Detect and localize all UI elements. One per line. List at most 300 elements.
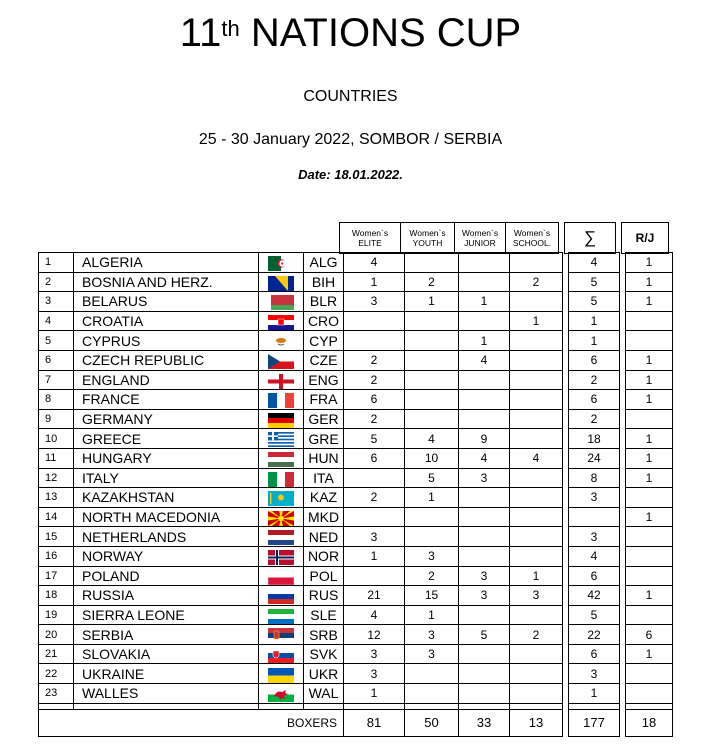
youth-count <box>405 253 459 273</box>
row-number: 10 <box>39 429 74 449</box>
elite-count: 5 <box>344 429 405 449</box>
school-count <box>510 409 563 429</box>
totals-row <box>39 709 673 736</box>
header-youth <box>401 223 455 254</box>
row-number: 16 <box>39 546 74 566</box>
country-name: BELARUS <box>74 292 259 312</box>
table-row <box>39 331 673 351</box>
total-elite: 81 <box>344 709 405 736</box>
rj-count: 1 <box>626 390 673 410</box>
sum-count: 3 <box>569 527 620 547</box>
sum-count: 6 <box>569 566 620 586</box>
country-code: SLE <box>304 605 344 625</box>
school-count: 2 <box>510 625 563 645</box>
flag-cell <box>259 448 304 468</box>
row-number: 23 <box>39 684 74 704</box>
flag-cell <box>259 350 304 370</box>
school-count <box>510 331 563 351</box>
youth-count: 2 <box>405 566 459 586</box>
table-row <box>39 448 673 468</box>
elite-count <box>344 507 405 527</box>
elite-count <box>344 331 405 351</box>
junior-count <box>459 684 510 704</box>
country-name: GERMANY <box>74 409 259 429</box>
flag-cell <box>259 390 304 410</box>
junior-count <box>459 311 510 331</box>
row-number: 8 <box>39 390 74 410</box>
sum-count: 42 <box>569 586 620 606</box>
flag-cell <box>259 429 304 449</box>
rj-count: 1 <box>626 507 673 527</box>
elite-count: 2 <box>344 350 405 370</box>
junior-count <box>459 546 510 566</box>
table-row <box>39 684 673 704</box>
school-count <box>510 350 563 370</box>
elite-count: 6 <box>344 448 405 468</box>
school-count <box>510 370 563 390</box>
row-number: 20 <box>39 625 74 645</box>
elite-count: 3 <box>344 292 405 312</box>
elite-count: 2 <box>344 370 405 390</box>
flag-cell <box>259 684 304 704</box>
youth-count: 3 <box>405 644 459 664</box>
country-code: ALG <box>304 253 344 273</box>
table-row <box>39 272 673 292</box>
sum-count: 6 <box>569 644 620 664</box>
school-count <box>510 546 563 566</box>
row-number: 6 <box>39 350 74 370</box>
rj-count <box>626 331 673 351</box>
header-sum: ∑ <box>565 223 616 254</box>
table-row <box>39 370 673 390</box>
country-name: KAZAKHSTAN <box>74 488 259 508</box>
junior-count: 1 <box>459 331 510 351</box>
rj-count <box>626 409 673 429</box>
elite-count: 3 <box>344 664 405 684</box>
country-code: GRE <box>304 429 344 449</box>
country-code: KAZ <box>304 488 344 508</box>
table-row <box>39 625 673 645</box>
country-name: UKRAINE <box>74 664 259 684</box>
croatia-flag-icon <box>268 315 294 330</box>
cyprus-flag-icon <box>268 334 294 349</box>
sum-count: 3 <box>569 488 620 508</box>
country-name: NETHERLANDS <box>74 527 259 547</box>
junior-count <box>459 488 510 508</box>
row-number: 15 <box>39 527 74 547</box>
elite-count: 21 <box>344 586 405 606</box>
youth-count: 1 <box>405 605 459 625</box>
country-code: FRA <box>304 390 344 410</box>
country-code: SRB <box>304 625 344 645</box>
junior-count <box>459 409 510 429</box>
sum-count <box>569 507 620 527</box>
sum-count: 6 <box>569 350 620 370</box>
rj-count: 1 <box>626 448 673 468</box>
youth-count: 1 <box>405 488 459 508</box>
country-name: BOSNIA AND HERZ. <box>74 272 259 292</box>
row-number: 22 <box>39 664 74 684</box>
rj-count: 1 <box>626 429 673 449</box>
country-name: ITALY <box>74 468 259 488</box>
row-number: 12 <box>39 468 74 488</box>
table-row <box>39 292 673 312</box>
school-count <box>510 429 563 449</box>
macedonia-flag-icon <box>268 511 294 526</box>
country-name: NORWAY <box>74 546 259 566</box>
sum-count: 1 <box>569 311 620 331</box>
flag-cell <box>259 331 304 351</box>
table-row <box>39 311 673 331</box>
flag-cell <box>259 370 304 390</box>
flag-cell <box>259 586 304 606</box>
table-row <box>39 350 673 370</box>
country-name: GREECE <box>74 429 259 449</box>
row-number: 11 <box>39 448 74 468</box>
title-suffix: NATIONS CUP <box>250 11 522 55</box>
header-elite-line1: Women`s <box>351 228 389 238</box>
youth-count: 2 <box>405 272 459 292</box>
france-flag-icon <box>268 393 294 408</box>
total-youth: 50 <box>405 709 459 736</box>
header-junior-line1: Women`s <box>461 228 499 238</box>
youth-count <box>405 527 459 547</box>
sum-count: 4 <box>569 253 620 273</box>
country-name: HUNGARY <box>74 448 259 468</box>
rj-count: 1 <box>626 370 673 390</box>
school-count: 3 <box>510 586 563 606</box>
rj-count: 1 <box>626 350 673 370</box>
rj-count: 1 <box>626 586 673 606</box>
youth-count: 1 <box>405 292 459 312</box>
table-row <box>39 409 673 429</box>
youth-count <box>405 331 459 351</box>
youth-count <box>405 350 459 370</box>
elite-count: 4 <box>344 253 405 273</box>
elite-count: 1 <box>344 272 405 292</box>
country-code: NOR <box>304 546 344 566</box>
elite-count: 1 <box>344 684 405 704</box>
school-count <box>510 644 563 664</box>
row-number: 5 <box>39 331 74 351</box>
flag-cell <box>259 253 304 273</box>
row-number: 4 <box>39 311 74 331</box>
country-code: CRO <box>304 311 344 331</box>
table-row <box>39 527 673 547</box>
wales-flag-icon <box>268 687 294 702</box>
junior-count <box>459 253 510 273</box>
youth-count <box>405 390 459 410</box>
rj-count: 1 <box>626 272 673 292</box>
event-info: 25 - 30 January 2022, SOMBOR / SERBIA <box>198 131 503 148</box>
country-name: NORTH MACEDONIA <box>74 507 259 527</box>
youth-count <box>405 370 459 390</box>
table-row <box>39 253 673 273</box>
country-name: CZECH REPUBLIC <box>74 350 259 370</box>
table-row <box>39 605 673 625</box>
italy-flag-icon <box>268 472 294 487</box>
column-header-table <box>339 222 669 254</box>
header-school-line2: SCHOOL. <box>512 238 552 248</box>
rj-count: 1 <box>626 644 673 664</box>
youth-count <box>405 311 459 331</box>
rj-count: 1 <box>626 292 673 312</box>
total-sum: 177 <box>569 709 620 736</box>
table-row <box>39 586 673 606</box>
table-row <box>39 488 673 508</box>
sum-count: 18 <box>569 429 620 449</box>
country-code: ENG <box>304 370 344 390</box>
junior-count <box>459 644 510 664</box>
row-number: 13 <box>39 488 74 508</box>
country-code: UKR <box>304 664 344 684</box>
rj-count: 6 <box>626 625 673 645</box>
sum-count: 22 <box>569 625 620 645</box>
youth-count: 3 <box>405 546 459 566</box>
table-row <box>39 566 673 586</box>
flag-cell <box>259 507 304 527</box>
country-code: CZE <box>304 350 344 370</box>
table-row <box>39 468 673 488</box>
row-number: 18 <box>39 586 74 606</box>
rj-count: 1 <box>626 253 673 273</box>
elite-count: 2 <box>344 488 405 508</box>
belarus-flag-icon <box>268 295 294 310</box>
elite-count: 3 <box>344 527 405 547</box>
total-school: 13 <box>510 709 563 736</box>
sum-count: 5 <box>569 292 620 312</box>
sum-count: 5 <box>569 605 620 625</box>
countries-table <box>38 252 673 737</box>
ukraine-flag-icon <box>268 668 294 683</box>
elite-count <box>344 468 405 488</box>
row-number: 3 <box>39 292 74 312</box>
greece-flag-icon <box>268 432 294 447</box>
page-title <box>0 8 701 58</box>
rj-count: 1 <box>626 468 673 488</box>
country-code: HUN <box>304 448 344 468</box>
country-code: GER <box>304 409 344 429</box>
flag-cell <box>259 566 304 586</box>
junior-count <box>459 370 510 390</box>
sum-count: 8 <box>569 468 620 488</box>
flag-cell <box>259 644 304 664</box>
elite-count <box>344 566 405 586</box>
school-count <box>510 684 563 704</box>
youth-count <box>405 507 459 527</box>
czech-flag-icon <box>268 354 294 369</box>
school-count: 2 <box>510 272 563 292</box>
country-name: ALGERIA <box>74 253 259 273</box>
elite-count: 12 <box>344 625 405 645</box>
school-count: 4 <box>510 448 563 468</box>
row-number: 17 <box>39 566 74 586</box>
youth-count <box>405 409 459 429</box>
sum-count: 2 <box>569 370 620 390</box>
school-count <box>510 468 563 488</box>
row-number: 9 <box>39 409 74 429</box>
germany-flag-icon <box>268 413 294 428</box>
country-name: ENGLAND <box>74 370 259 390</box>
bosnia-flag-icon <box>268 276 294 291</box>
table-row <box>39 546 673 566</box>
table-row <box>39 507 673 527</box>
flag-cell <box>259 664 304 684</box>
header-school <box>506 223 559 254</box>
sum-count: 2 <box>569 409 620 429</box>
country-code: CYP <box>304 331 344 351</box>
junior-count: 1 <box>459 292 510 312</box>
country-name: SERBIA <box>74 625 259 645</box>
flag-cell <box>259 546 304 566</box>
school-count <box>510 390 563 410</box>
row-number: 19 <box>39 605 74 625</box>
table-row <box>39 390 673 410</box>
sum-count: 1 <box>569 684 620 704</box>
norway-flag-icon <box>268 550 294 565</box>
sierra-leone-flag-icon <box>268 609 294 624</box>
sum-count: 1 <box>569 331 620 351</box>
country-name: SLOVAKIA <box>74 644 259 664</box>
elite-count: 4 <box>344 605 405 625</box>
flag-cell <box>259 468 304 488</box>
netherlands-flag-icon <box>268 530 294 545</box>
sum-count: 24 <box>569 448 620 468</box>
country-code: NED <box>304 527 344 547</box>
rj-count <box>626 664 673 684</box>
junior-count: 3 <box>459 586 510 606</box>
header-rj: R/J <box>622 223 669 254</box>
header-youth-line2: YOUTH <box>412 238 443 248</box>
youth-count: 3 <box>405 625 459 645</box>
sum-count: 3 <box>569 664 620 684</box>
country-code: BIH <box>304 272 344 292</box>
title-prefix: 11 <box>179 11 222 55</box>
country-code: BLR <box>304 292 344 312</box>
country-name: RUSSIA <box>74 586 259 606</box>
junior-count <box>459 664 510 684</box>
flag-cell <box>259 311 304 331</box>
school-count: 1 <box>510 311 563 331</box>
table-row <box>39 664 673 684</box>
algeria-flag-icon <box>268 256 294 271</box>
poland-flag-icon <box>268 570 294 585</box>
flag-cell <box>259 605 304 625</box>
table-row <box>39 429 673 449</box>
school-count <box>510 664 563 684</box>
junior-count: 4 <box>459 350 510 370</box>
country-code: POL <box>304 566 344 586</box>
england-flag-icon <box>268 374 294 389</box>
sum-count: 4 <box>569 546 620 566</box>
junior-count: 5 <box>459 625 510 645</box>
flag-cell <box>259 527 304 547</box>
youth-count <box>405 664 459 684</box>
junior-count: 9 <box>459 429 510 449</box>
rj-count <box>626 605 673 625</box>
country-name: SIERRA LEONE <box>74 605 259 625</box>
youth-count: 4 <box>405 429 459 449</box>
header-youth-line1: Women`s <box>409 228 446 238</box>
flag-cell <box>259 488 304 508</box>
rj-count <box>626 546 673 566</box>
sum-count: 6 <box>569 390 620 410</box>
date-label: Date: 18.01.2022. <box>298 167 403 182</box>
kazakhstan-flag-icon <box>268 491 294 506</box>
rj-count <box>626 684 673 704</box>
country-code: WAL <box>304 684 344 704</box>
rj-count <box>626 311 673 331</box>
youth-count <box>405 684 459 704</box>
country-code: MKD <box>304 507 344 527</box>
total-rj: 18 <box>626 709 673 736</box>
elite-count <box>344 311 405 331</box>
country-code: SVK <box>304 644 344 664</box>
school-count <box>510 253 563 273</box>
school-count <box>510 527 563 547</box>
rj-count <box>626 527 673 547</box>
rj-count <box>626 566 673 586</box>
elite-count: 3 <box>344 644 405 664</box>
subtitle: COUNTRIES <box>303 88 398 105</box>
header-school-line1: Women`s <box>513 228 551 238</box>
country-name: POLAND <box>74 566 259 586</box>
country-name: CYPRUS <box>74 331 259 351</box>
school-count <box>510 292 563 312</box>
junior-count: 4 <box>459 448 510 468</box>
serbia-flag-icon <box>268 628 294 643</box>
flag-cell <box>259 272 304 292</box>
flag-cell <box>259 625 304 645</box>
country-name: FRANCE <box>74 390 259 410</box>
total-junior: 33 <box>459 709 510 736</box>
hungary-flag-icon <box>268 452 294 467</box>
country-code: ITA <box>304 468 344 488</box>
junior-count <box>459 605 510 625</box>
header-elite-line2: ELITE <box>358 238 382 248</box>
junior-count <box>459 527 510 547</box>
junior-count <box>459 272 510 292</box>
junior-count: 3 <box>459 566 510 586</box>
header-elite <box>340 223 401 254</box>
school-count: 1 <box>510 566 563 586</box>
row-number: 1 <box>39 253 74 273</box>
youth-count: 15 <box>405 586 459 606</box>
row-number: 7 <box>39 370 74 390</box>
elite-count: 6 <box>344 390 405 410</box>
school-count <box>510 605 563 625</box>
row-number: 21 <box>39 644 74 664</box>
title-superscript: th <box>221 16 240 41</box>
header-junior <box>455 223 506 254</box>
flag-cell <box>259 292 304 312</box>
junior-count: 3 <box>459 468 510 488</box>
boxers-label: BOXERS <box>39 709 344 736</box>
slovakia-flag-icon <box>268 648 294 663</box>
elite-count: 2 <box>344 409 405 429</box>
sum-count: 5 <box>569 272 620 292</box>
russia-flag-icon <box>268 589 294 604</box>
school-count <box>510 507 563 527</box>
country-name: CROATIA <box>74 311 259 331</box>
table-row <box>39 644 673 664</box>
school-count <box>510 488 563 508</box>
country-code: RUS <box>304 586 344 606</box>
header-junior-line2: JUNIOR <box>464 238 496 248</box>
elite-count: 1 <box>344 546 405 566</box>
junior-count <box>459 390 510 410</box>
row-number: 14 <box>39 507 74 527</box>
